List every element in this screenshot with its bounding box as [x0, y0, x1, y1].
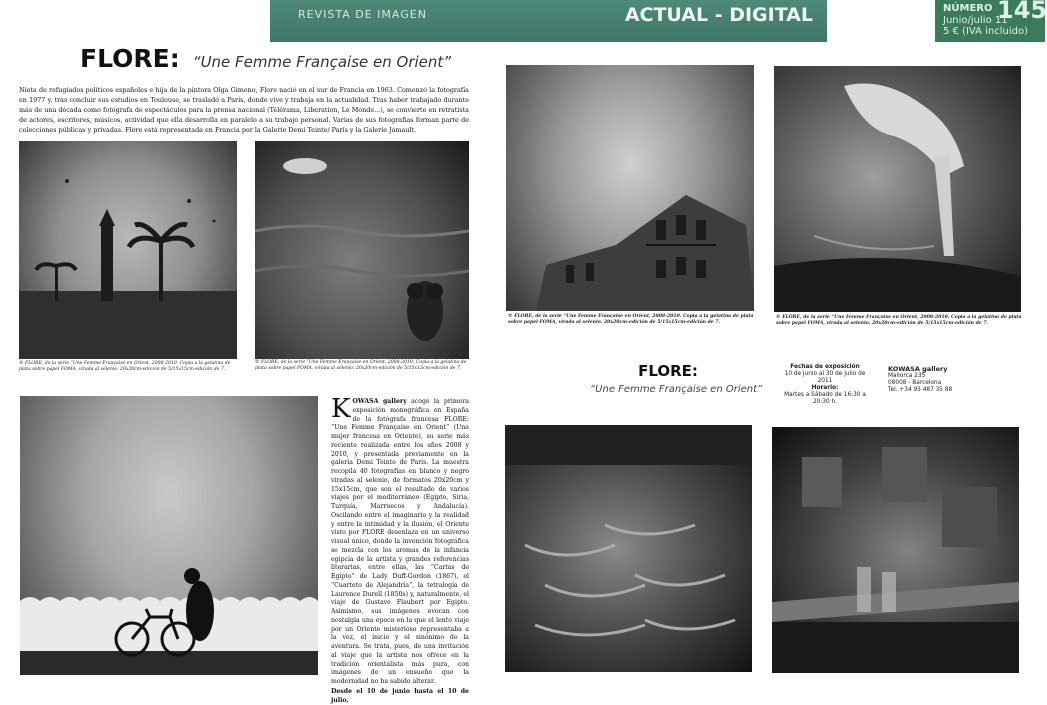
issue-box [935, 0, 1045, 42]
clock-tower-illustration [19, 141, 237, 359]
caption-photo-2: © FLORE, de la serie “Une Femme Française en Orient, 2008-2010. Copia a la gelatina de plata sobre papel FOMA, virada al selenio. 20x20cm-edición de 5/15x15cm-edición de 7. [255, 360, 467, 371]
body-lead: OWASA gallery [352, 398, 407, 405]
caption-photo-4: © FLORE, de la serie “Une Femme Française en Orient, 2008-2010. Copia a la gelatina de plata sobre papel FOMA, virada al selenio. 20x20cm-edición de 5/15x15cm-edición de 7. [776, 315, 1022, 326]
photo-sea-figures [255, 141, 469, 359]
gallery-city: 08008 - Barcelona [888, 380, 942, 386]
photo-building-balconies [506, 65, 754, 311]
issue-number: 145 [997, 0, 1047, 24]
caption-photo-1: © FLORE, de la serie “Une Femme Française en Orient, 2008-2010. Copia a la gelatina de plata sobre papel FOMA, virada al selenio. 20x20cm-edición de 5/15x15cm-edición de 7. [19, 361, 231, 372]
issue-label: NÚMERO [943, 3, 993, 14]
exhibition-dates-line: Desde el 10 de junio hasta el 10 de julio. [331, 687, 469, 704]
issue-date: Junio/julio 11 [943, 15, 1008, 26]
building-illustration [506, 65, 754, 311]
photo-boats [505, 425, 752, 672]
photo-cafe-interior [772, 427, 1019, 673]
gallery-phone: Tel. +34 93 487 35 88 [888, 387, 953, 393]
article-subtitle: “Une Femme Française en Orient” [192, 53, 452, 71]
body-text: acoge la primera exposición monográfica en España de la fotógrafa francesa FLORE: “Une Femme Française en Orient” (Una mujer francesa en Oriente), su serie más reciente realizada entre los años 2008 y 2010, y presentada previamente en la galería Demi Teinte de París. La muestra recopila 40 fotografías en blanco y negro viradas al selenio, de formatos 20x20cm y 15x15cm, que son el resultado de varios viajes por el mediterráneo (Egipto, Siria, Turquía, Marruecos y Andalucía). Oscilando entre el imaginario y la realidad y entre la intimidad y la ilusión, el Oriente visto por FLORE desenlaza en un universo visual único, donde la invención fotográfica se mezcla con los aromas de la infancia egipcia de la artista y grandes referencias literarias, entre ellas, las “Cartas de Egipto” de Lady Duff-Gordon (1867), el “Cuarteto de Alejandría”, la tetralogía de Laurence Durell (1850s) y, naturalmente, el viaje de Gustave Flaubert por Egipto. Asimismo, sus imágenes evocan con nostalgia una época en la que el lento viaje por un Oriente misterioso representaba a la vez, el inicio y el sinónimo de la aventura. Se trata, pues, de una invitación al viaje que la artista nos ofrece en la tradición orientalista más pura, con imágenes de un ensueño que la modernidad no ha sabido alterar. [331, 398, 469, 685]
photo-bicycle-wall [20, 396, 318, 675]
horse-illustration [774, 66, 1021, 312]
gallery-name: KOWASA gallery [888, 365, 948, 373]
magazine-name: REVISTA DE IMAGEN [298, 8, 427, 21]
issue-price: 5 € (IVA incluido) [943, 26, 1029, 37]
sea-figures-illustration [255, 141, 469, 359]
masthead-title: ACTUAL - DIGITAL [624, 4, 813, 26]
hours-label: Horario: [811, 385, 839, 391]
cafe-illustration [772, 427, 1019, 673]
boats-illustration [505, 425, 752, 672]
photo-horse [774, 66, 1021, 312]
exhibition-info [780, 364, 870, 406]
photo-clock-tower [19, 141, 237, 359]
masthead-banner [270, 0, 827, 42]
bicycle-illustration [20, 396, 318, 675]
caption-photo-3: © FLORE, de la serie “Une Femme Française en Orient, 2008-2010. Copia a la gelatina de plata sobre papel FOMA, virada al selenio. 20x20cm-edición de 5/15x15cm-edición de 7. [508, 314, 754, 325]
hours-value: Martes a Sábado de 16:30 a 20:30 h. [784, 392, 866, 405]
gallery-street: Mallorca 235 [888, 373, 926, 379]
dates-value: 10 de junio al 30 de julio de 2011 [784, 371, 866, 384]
article-title-main: FLORE: [80, 44, 180, 73]
gallery-info [888, 366, 958, 394]
drop-cap: K [331, 394, 351, 424]
article-title [80, 44, 451, 73]
side-title-subtitle: “Une Femme Française en Orient” [590, 384, 763, 395]
dates-label: Fechas de exposición [790, 364, 860, 370]
side-title-main: FLORE: [638, 362, 698, 380]
article-body [331, 394, 469, 705]
intro-paragraph: Nieta de refugiados políticos españoles e hija de la pintora Olga Gimeno, Flore nació en el sur de Francia en 1963. Comenzó la fotografía en 1977 y, tras concluir sus estudios en Toulouse, se trasladó a París, donde vive y trabaja en la actualidad. Tras haber trabajado durante más de una década como fotógrafa de espectáculos para la prensa nacional (Télérama, Liberation, Le Monde...), se convierte en retratista de actores, escritores, músicos, actividad que ella desarrolla en paralelo a su trabajo personal. Varias de sus fotografías forman parte de colecciones públicas y privadas. Flore está representada en Francia por la Galerie Demi Teinte/ París y la Galerie Jamault. [19, 86, 469, 134]
side-title [590, 362, 763, 395]
